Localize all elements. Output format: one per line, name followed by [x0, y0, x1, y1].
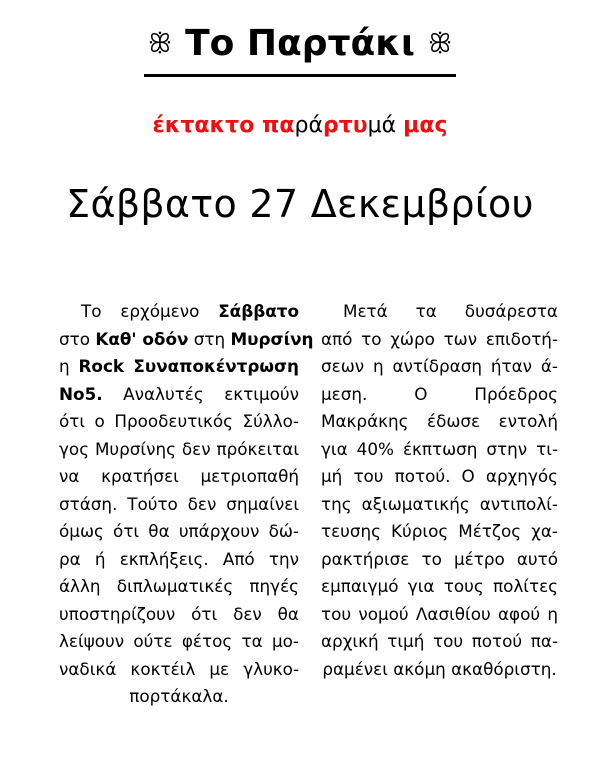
text-line: τευσης Κύριος Μέτζος χα-	[321, 521, 558, 541]
ornament-right-icon: ꕥ	[427, 29, 453, 59]
text-run: η	[59, 356, 79, 376]
text-line: υποστηρίζουν ότι δεν θα	[59, 603, 299, 624]
text-run-bold: Rock Συναποκέντρωση	[78, 356, 299, 376]
subtitle	[0, 113, 600, 138]
text-line: γος Μυρσίνης δεν πρόκειται	[59, 438, 299, 459]
left-column	[59, 298, 314, 711]
masthead-underline	[144, 22, 456, 77]
newsletter-title: Το Παρτάκι	[185, 23, 415, 64]
subtitle-part: πα	[261, 113, 295, 138]
text-line: όμως ότι θα υπάρχουν δώ-	[59, 521, 299, 541]
text-line: Μετά τα δυσάρεστα	[343, 301, 558, 321]
subtitle-part: έκτακτο	[152, 113, 262, 138]
text-line: λείψουν ούτε φέτος τα μο-	[59, 631, 299, 651]
ornament-left-icon: ꕥ	[147, 29, 173, 59]
text-run: Αναλυτές εκτιμούν	[102, 383, 299, 404]
text-run: στο	[59, 328, 96, 349]
text-line: από το χώρο των επιδοτή-	[321, 328, 558, 349]
text-line: πορτάκαλα.	[129, 686, 229, 706]
text-run-bold: Καθ' οδόν	[95, 328, 189, 349]
text-line: να κρατήσει μετριοπαθή	[59, 466, 299, 486]
masthead	[0, 22, 600, 77]
text-line: μή του ποτού. Ο αρχηγός	[321, 466, 558, 486]
text-line: εμπαιγμό για τους πολίτες	[321, 576, 558, 596]
subtitle-part: ρά	[294, 113, 323, 138]
text-line: ραμένει ακόμη ακαθόριστη.	[322, 658, 557, 679]
text-line	[59, 381, 299, 409]
subtitle-part: ρτυ	[322, 113, 368, 138]
text-run: Το ερχόμενο	[81, 301, 219, 321]
text-run-bold: Μυρσίνη	[230, 328, 314, 349]
right-column	[321, 298, 558, 683]
text-line: Μακράκης έδωσε εντολή	[321, 411, 558, 431]
text-run-bold: Σάββατο	[218, 301, 299, 321]
text-line: ότι ο Προοδευτικός Σύλλο-	[59, 411, 299, 431]
event-date-heading: Σάββατο 27 Δεκεμβρίου	[66, 182, 534, 226]
text-line: αρχική τιμή του ποτού πα-	[321, 631, 558, 651]
text-line: σεων η αντίδραση ήταν ά-	[321, 356, 558, 376]
text-line: του νομού Λασιθίου αφού η	[321, 603, 558, 624]
text-line: για 40% έκπτωση στην τι-	[321, 438, 558, 459]
subtitle-part: μά	[367, 113, 404, 138]
text-line: στάση. Τούτο δεν σημαίνει	[59, 493, 299, 514]
text-run: στη	[188, 328, 231, 349]
subtitle-part: μας	[403, 113, 448, 138]
text-line	[59, 298, 299, 326]
text-run-bold: No5.	[59, 383, 103, 404]
text-line: άλλη διπλωματικές πηγές	[59, 576, 299, 596]
text-line	[59, 326, 314, 354]
text-line: ρακτήρισε το μέτρο αυτό	[321, 548, 558, 569]
text-line	[59, 353, 299, 381]
text-line: ναδικά κοκτέιλ με γλυκο-	[59, 658, 299, 679]
text-line: ρα ή εκπλήξεις. Από την	[59, 548, 299, 569]
text-line: της αξιωματικής αντιπολί-	[321, 493, 558, 514]
text-line: μεση. Ο Πρόεδρος	[321, 383, 558, 404]
